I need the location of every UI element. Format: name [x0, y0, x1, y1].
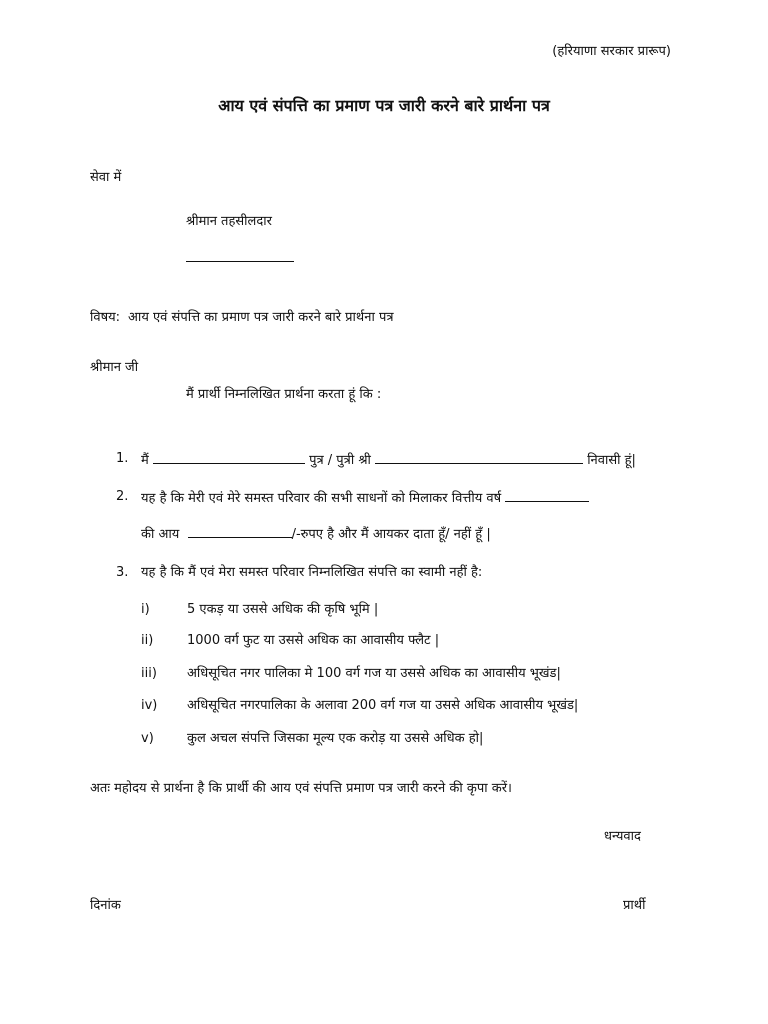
- item-2-part3: /-रुपए है और मैं आयकर दाता हूँ/ नहीं हूँ |: [291, 527, 491, 542]
- item-2-part2: की आय: [141, 527, 180, 542]
- applicant-label: प्रार्थी: [623, 898, 646, 913]
- name-blank: [153, 451, 305, 464]
- subject-text: आय एवं संपत्ति का प्रमाण पत्र जारी करने बारे प्रार्थना पत्र: [128, 310, 394, 325]
- address-to: सेवा में: [90, 170, 122, 185]
- salutation: श्रीमान जी: [90, 360, 139, 375]
- property-number: iv): [141, 698, 158, 713]
- property-item: 5 एकड़ या उससे अधिक की कृषि भूमि |: [187, 602, 379, 617]
- item-3-text: यह है कि मैं एवं मेरा समस्त परिवार निम्नलिखित संपत्ति का स्वामी नहीं है:: [141, 565, 483, 580]
- item-number: 2.: [116, 489, 129, 504]
- item-2-line: [141, 489, 589, 507]
- parent-name-blank: [375, 451, 583, 464]
- property-number: i): [141, 602, 150, 617]
- item-1-part1: मैं: [141, 453, 149, 468]
- form-type-tag: (हरियाणा सरकार प्रारूप): [552, 44, 671, 59]
- subject-label: विषय:: [90, 310, 121, 325]
- property-number: ii): [141, 633, 154, 648]
- financial-year-blank: [505, 489, 589, 502]
- closing-request: अतः महोदय से प्रार्थना है कि प्रार्थी की आय एवं संपत्ति प्रमाण पत्र जारी करने की कृपा करें।: [90, 781, 512, 796]
- item-1-part3: निवासी हूं|: [587, 453, 636, 468]
- item-1-part2: पुत्र / पुत्री श्री: [309, 453, 371, 468]
- property-item: अधिसूचित नगरपालिका के अलावा 200 वर्ग गज या उससे अधिक आवासीय भूखंड|: [187, 698, 579, 713]
- thanks-text: धन्यवाद: [604, 829, 641, 844]
- property-number: v): [141, 731, 154, 746]
- item-2-line-2: [141, 525, 491, 543]
- item-number: 1.: [116, 451, 129, 466]
- intro-text: मैं प्रार्थी निम्नलिखित प्रार्थना करता हूं कि :: [186, 387, 382, 402]
- item-number: 3.: [116, 565, 129, 580]
- date-label: दिनांक: [90, 898, 121, 913]
- recipient-name: श्रीमान तहसीलदार: [186, 214, 272, 229]
- property-item: अधिसूचित नगर पालिका मे 100 वर्ग गज या उससे अधिक का आवासीय भूखंड|: [187, 666, 561, 681]
- subject-line: [90, 310, 394, 326]
- property-item: कुल अचल संपत्ति जिसका मूल्य एक करोड़ या उससे अधिक हो|: [187, 731, 484, 746]
- document-title: आय एवं संपत्ति का प्रमाण पत्र जारी करने बारे प्रार्थना पत्र: [218, 96, 550, 115]
- item-2-part1: यह है कि मेरी एवं मेरे समस्त परिवार की सभी साधनों को मिलाकर वित्तीय वर्ष: [141, 491, 502, 506]
- property-item: 1000 वर्ग फुट या उससे अधिक का आवासीय फ्लैट |: [187, 633, 440, 648]
- income-blank: [188, 525, 292, 538]
- property-number: iii): [141, 666, 157, 681]
- recipient-blank-line: [186, 261, 294, 262]
- item-1-line: [141, 451, 636, 469]
